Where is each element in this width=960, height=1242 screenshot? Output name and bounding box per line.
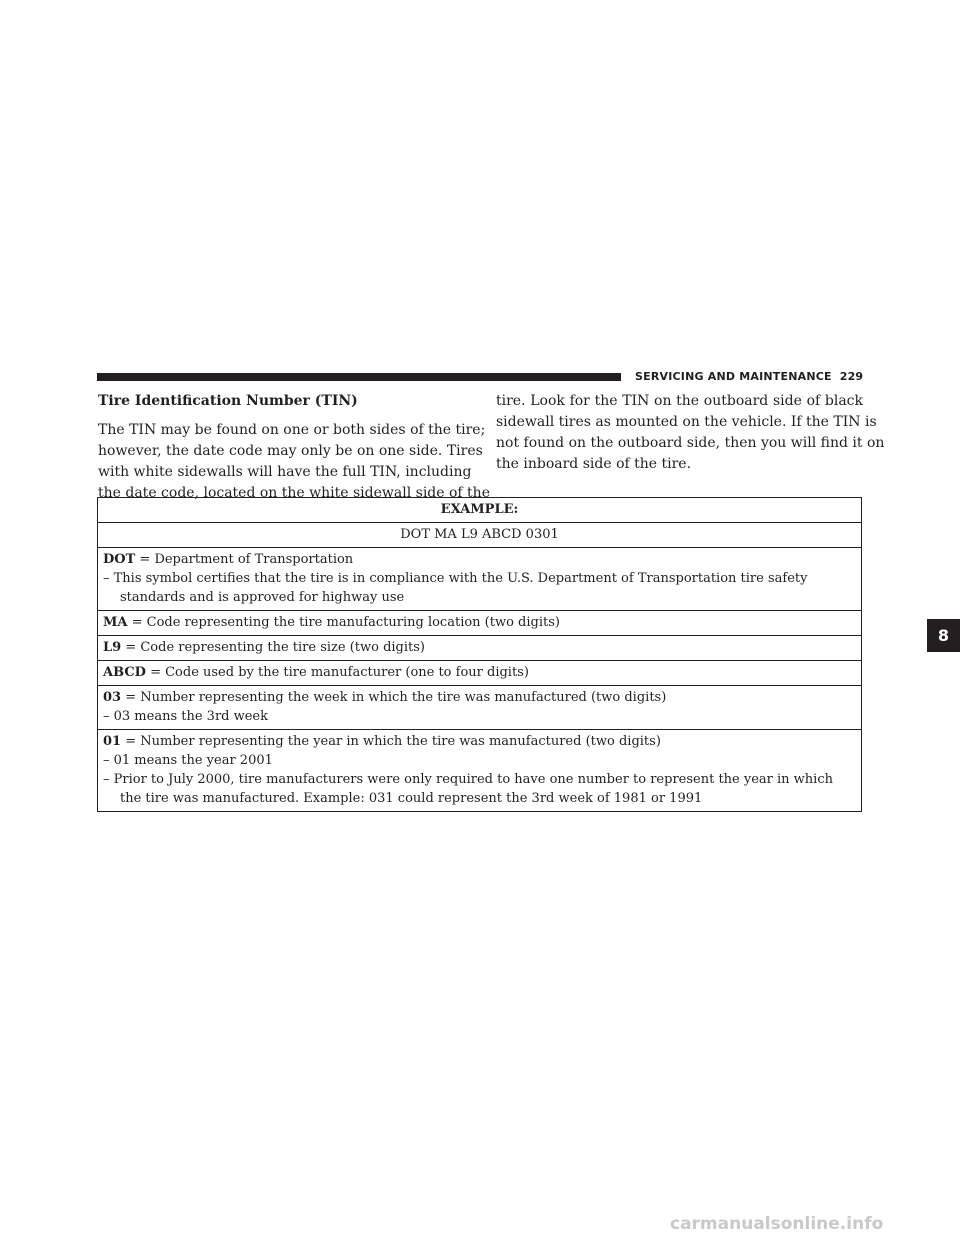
right-column-text <box>496 391 885 475</box>
code-label: ABCD <box>103 665 146 680</box>
code-description: = Code used by the tire manufacturer (one to four digits) <box>145 665 529 680</box>
example-code: DOT MA L9 ABCD 0301 <box>98 523 862 548</box>
left-line: with white sidewalls will have the full TIN, including <box>98 464 472 480</box>
right-line: tire. Look for the TIN on the outboard side of black <box>496 393 863 409</box>
left-line: The TIN may be found on one or both sides of the tire; <box>98 422 486 438</box>
table-cell <box>98 548 862 611</box>
code-description: = Code representing the tire size (two digits) <box>121 640 426 655</box>
table-row <box>98 498 862 523</box>
right-line: sidewall tires as mounted on the vehicle. If the TIN is <box>496 414 877 430</box>
table-row <box>98 661 862 686</box>
header-rule <box>97 373 621 381</box>
table-cell <box>98 611 862 636</box>
table-row <box>98 611 862 636</box>
table-cell <box>98 686 862 730</box>
table-cell <box>98 661 862 686</box>
code-note: – 03 means the 3rd week <box>103 709 269 724</box>
code-label: DOT <box>103 552 136 567</box>
left-column-text <box>98 420 490 504</box>
tin-example-table <box>97 497 862 812</box>
section-title: Tire Identification Number (TIN) <box>98 393 358 409</box>
left-line: however, the date code may only be on one side. Tires <box>98 443 483 459</box>
table-row <box>98 686 862 730</box>
header-section-title: SERVICING AND MAINTENANCE <box>635 370 832 383</box>
code-label: 03 <box>103 690 122 705</box>
code-note: – Prior to July 2000, tire manufacturers were only required to have one number to represent the year in which the tire was manufactured. Example: 031 could represent the 3rd week of 1981 or 1991 <box>103 772 833 806</box>
table-row <box>98 730 862 812</box>
right-line: the inboard side of the tire. <box>496 456 692 472</box>
table-row <box>98 523 862 548</box>
code-description: = Code representing the tire manufacturing location (two digits) <box>127 615 560 630</box>
page-number: 229 <box>839 370 864 383</box>
code-description: = Number representing the week in which the tire was manufactured (two digits) <box>121 690 667 705</box>
table-heading: EXAMPLE: <box>98 498 862 523</box>
code-description: = Department of Transportation <box>135 552 354 567</box>
right-line: not found on the outboard side, then you will find it on <box>496 435 885 451</box>
code-label: MA <box>103 615 128 630</box>
table-row <box>98 636 862 661</box>
code-note: – 01 means the year 2001 <box>103 753 273 768</box>
left-line: the date code, located on the white sidewall side of the <box>98 485 490 501</box>
code-label: 01 <box>103 734 122 749</box>
code-label: L9 <box>103 640 122 655</box>
code-description: = Number representing the year in which the tire was manufactured (two digits) <box>121 734 661 749</box>
code-note: – This symbol certifies that the tire is in compliance with the U.S. Department of Transportation tire safety standards and is approved for highway use <box>103 571 808 605</box>
running-header <box>625 363 875 391</box>
chapter-tab: 8 <box>927 619 960 652</box>
watermark: carmanualsonline.info <box>670 1214 884 1234</box>
table-row <box>98 548 862 611</box>
table-cell <box>98 730 862 812</box>
table-cell <box>98 636 862 661</box>
